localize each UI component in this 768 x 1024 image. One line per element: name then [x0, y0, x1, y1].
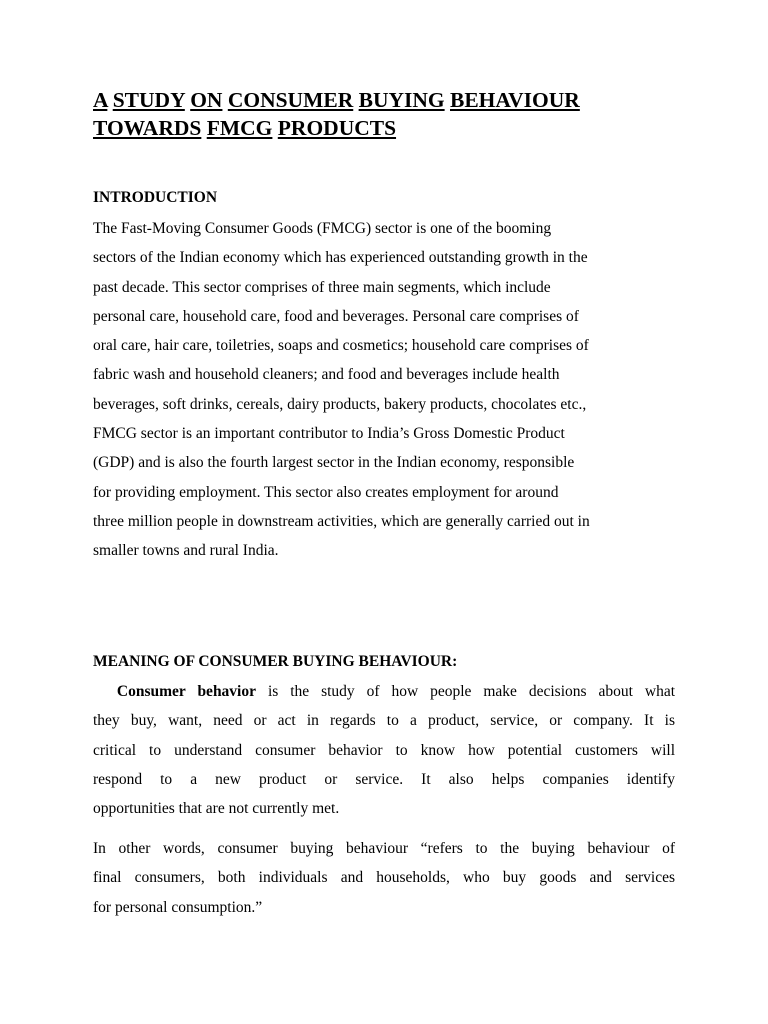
title-word: FMCG	[206, 116, 273, 140]
meaning-paragraph-1	[93, 677, 675, 823]
paragraph-line: three million people in downstream activities, which are generally carried out in	[93, 512, 590, 530]
title-word: BEHAVIOUR	[450, 88, 580, 112]
meaning-paragraph-2	[93, 834, 675, 922]
paragraph-line: FMCG sector is an important contributor to India’s Gross Domestic Product	[93, 425, 565, 443]
paragraph-line: respond to a new product or service. It also helps companies identify	[93, 770, 675, 788]
title-word: BUYING	[358, 88, 445, 112]
paragraph-line: sectors of the Indian economy which has experienced outstanding growth in the	[93, 249, 588, 267]
paragraph-line: smaller towns and rural India.	[93, 542, 279, 560]
bold-term: Consumer behavior	[116, 683, 256, 700]
paragraph-line	[93, 677, 675, 706]
title-word: CONSUMER	[227, 88, 354, 112]
paragraph-line: (GDP) and is also the fourth largest sector in the Indian economy, responsible	[93, 454, 575, 472]
paragraph-line: for providing employment. This sector also creates employment for around	[93, 483, 559, 501]
title-word: A	[93, 88, 108, 112]
title-word: STUDY	[112, 88, 185, 112]
section-heading-introduction: INTRODUCTION	[93, 189, 218, 206]
paragraph-line: final consumers, both individuals and households, who buy goods and services	[93, 869, 675, 887]
title-word: ON	[190, 88, 223, 112]
paragraph-line: critical to understand consumer behavior to know how potential customers will	[93, 741, 675, 759]
title-line-1	[93, 86, 713, 114]
section-heading-meaning: MEANING OF CONSUMER BUYING BEHAVIOUR:	[93, 653, 458, 670]
paragraph-line: personal care, household care, food and beverages. Personal care comprises of	[93, 307, 579, 325]
paragraph-line: they buy, want, need or act in regards to a product, service, or company. It is	[93, 712, 675, 730]
paragraph-text: is the study of how people make decisions about what	[256, 683, 676, 700]
document-title	[93, 86, 713, 142]
introduction-paragraph	[93, 214, 675, 566]
paragraph-line: oral care, hair care, toiletries, soaps and cosmetics; household care comprises of	[93, 337, 589, 355]
paragraph-line: In other words, consumer buying behaviour “refers to the buying behaviour of	[93, 840, 675, 857]
paragraph-line: fabric wash and household cleaners; and food and beverages include health	[93, 366, 560, 384]
paragraph-line: beverages, soft drinks, cereals, dairy products, bakery products, chocolates etc.,	[93, 395, 587, 413]
paragraph-line: for personal consumption.”	[93, 898, 263, 916]
paragraph-line: past decade. This sector comprises of three main segments, which include	[93, 278, 551, 296]
title-word: PRODUCTS	[277, 116, 397, 140]
title-word: TOWARDS	[93, 116, 202, 140]
title-line-2	[93, 114, 713, 142]
paragraph-line: The Fast-Moving Consumer Goods (FMCG) sector is one of the booming	[93, 220, 552, 237]
paragraph-line: opportunities that are not currently met.	[93, 800, 340, 818]
